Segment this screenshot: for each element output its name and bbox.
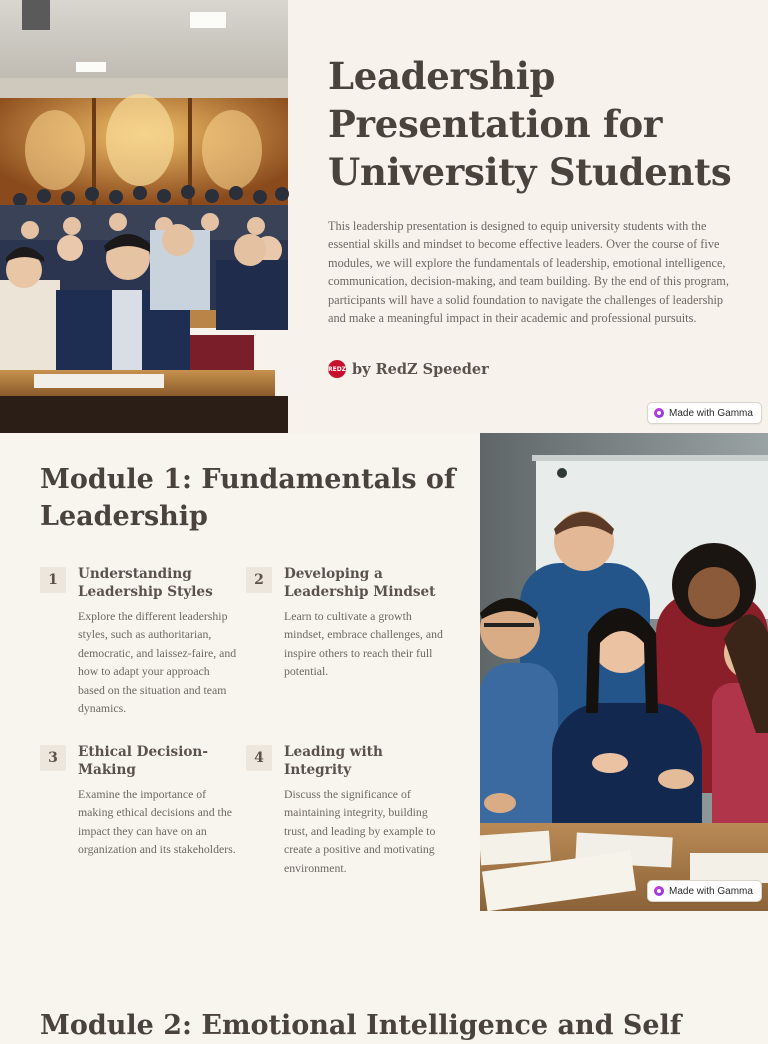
made-with-gamma-badge[interactable] [647,402,762,424]
item-description: Examine the importance of making ethical decisions and the impact they can have on an organization and its stakeholders. [78,787,236,857]
lecture-hall-photo [0,0,288,433]
item-title: Developing a Leadership Mindset [284,566,436,600]
module-1-title: Module 1: Fundamentals of Leadership [40,464,456,532]
item-description: Learn to cultivate a growth mindset, embrace challenges, and inspire others to reach their full potential. [284,609,443,679]
students-discussion-photo [480,433,768,911]
module-item-4 [246,745,446,905]
module-2-title: Module 2: Emotional Intelligence and Self [40,1010,682,1041]
author-byline [328,359,489,379]
made-with-gamma-badge[interactable] [647,880,762,902]
item-title: Ethical Decision-Making [78,744,208,778]
item-description: Discuss the significance of maintaining integrity, building trust, and leading by example to create a positive and motivating environment. [284,787,436,875]
badge-label: Made with Gamma [669,407,753,419]
item-title: Understanding Leadership Styles [78,566,213,600]
module-item-3 [40,745,240,905]
module-item-2 [246,567,446,727]
item-number: 1 [40,567,66,593]
item-description: Explore the different leadership styles, such as authoritarian, democratic, and laissez-faire, and how to adapt your approach based on the situation and team dynamics. [78,609,237,716]
item-number: 4 [246,745,272,771]
module-item-1 [40,567,240,727]
item-title: Leading with Integrity [284,744,383,778]
redz-logo-icon: REDZ [328,360,346,378]
students-discussion-illustration [480,433,768,911]
item-number: 2 [246,567,272,593]
slide-title [0,0,768,433]
presentation-description: This leadership presentation is designed to equip university students with the essential skills and mindset to become effective leaders. Over the course of five modules, we will explore the fundamentals of leadership, emotional intelligence, communication, decision-making, and team building. By the end of this program, participants will have a solid foundation to navigate the challenges of leadership and make a meaningful impact in their academic and professional pursuits. [328,219,729,326]
item-number: 3 [40,745,66,771]
slide-module-1 [0,433,768,911]
gamma-logo-icon [654,886,664,896]
lecture-hall-illustration [0,0,288,433]
slide-module-2 [0,911,768,1041]
gamma-logo-icon [654,408,664,418]
presentation-title: Leadership Presentation for University Students [328,54,732,194]
author-name: by RedZ Speeder [352,360,489,378]
badge-label: Made with Gamma [669,885,753,897]
